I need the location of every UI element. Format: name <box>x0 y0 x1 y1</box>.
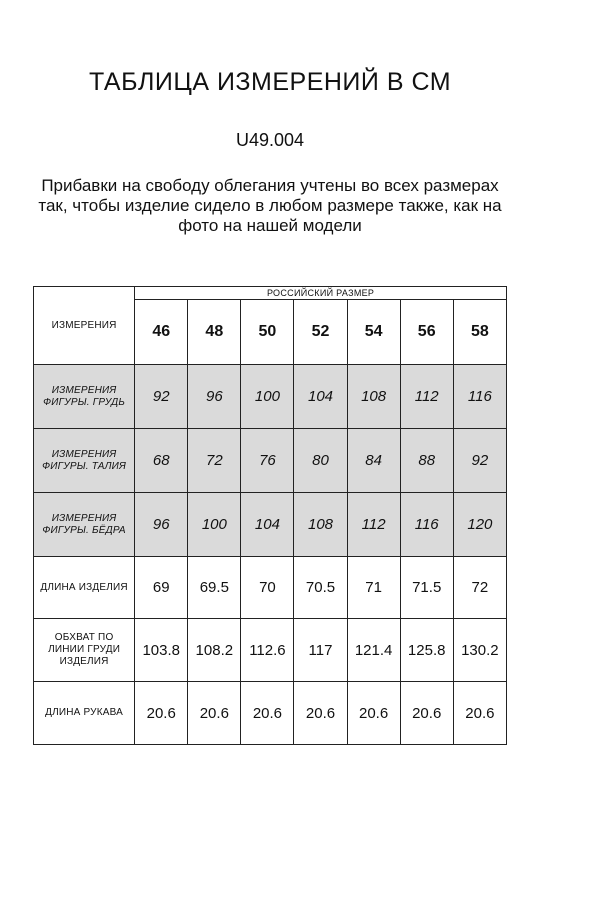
table-cell: 84 <box>347 429 400 493</box>
table-cell: 72 <box>453 557 506 619</box>
table-cell: 80 <box>294 429 347 493</box>
table-cell: 96 <box>135 493 188 557</box>
table-cell: 20.6 <box>400 682 453 745</box>
row-label-line: ИЗМЕРЕНИЯ <box>51 512 117 524</box>
table-cell: 117 <box>294 619 347 682</box>
table-row <box>34 365 507 429</box>
table-row <box>34 557 507 619</box>
table-cell: 112 <box>347 493 400 557</box>
fit-note-line: так, чтобы изделие сидело в любом размере также, как на <box>38 196 502 215</box>
table-cell: 20.6 <box>453 682 506 745</box>
table-cell: 108 <box>294 493 347 557</box>
size-header-cell: 58 <box>453 300 506 365</box>
table-cell: 120 <box>453 493 506 557</box>
row-label-line: ИЗМЕРЕНИЯ <box>51 384 117 396</box>
table-cell: 125.8 <box>400 619 453 682</box>
table-cell: 116 <box>400 493 453 557</box>
table-cell: 20.6 <box>135 682 188 745</box>
row-label-garment-length <box>34 557 135 619</box>
size-header-cell: 56 <box>400 300 453 365</box>
row-label-hips <box>34 493 135 557</box>
fit-note-line: фото на нашей модели <box>178 216 362 235</box>
table-cell: 70 <box>241 557 294 619</box>
table-cell: 121.4 <box>347 619 400 682</box>
table-cell: 104 <box>241 493 294 557</box>
row-label-line: ИЗДЕЛИЯ <box>59 656 109 667</box>
table-row <box>34 619 507 682</box>
table-cell: 88 <box>400 429 453 493</box>
size-header-cell: 54 <box>347 300 400 365</box>
table-cell: 76 <box>241 429 294 493</box>
table-cell: 71.5 <box>400 557 453 619</box>
row-label-garment-chest <box>34 619 135 682</box>
table-cell: 100 <box>188 493 241 557</box>
table-cell: 116 <box>453 365 506 429</box>
russian-size-header: РОССИЙСКИЙ РАЗМЕР <box>135 287 507 300</box>
table-cell: 92 <box>453 429 506 493</box>
table-cell: 96 <box>188 365 241 429</box>
fit-note-line: Прибавки на свободу облегания учтены во всех размерах <box>41 176 499 195</box>
table-row <box>34 493 507 557</box>
row-label-line: ОБХВАТ ПО <box>54 632 114 643</box>
table-cell: 112.6 <box>241 619 294 682</box>
row-label-line: ФИГУРЫ. ТАЛИЯ <box>42 460 127 472</box>
table-cell: 20.6 <box>241 682 294 745</box>
table-cell: 20.6 <box>347 682 400 745</box>
table-cell: 69 <box>135 557 188 619</box>
table-cell: 20.6 <box>188 682 241 745</box>
measurements-header: ИЗМЕРЕНИЯ <box>34 287 135 365</box>
table-cell: 112 <box>400 365 453 429</box>
table-cell: 108.2 <box>188 619 241 682</box>
table-cell: 70.5 <box>294 557 347 619</box>
size-header-cell: 46 <box>135 300 188 365</box>
table-row <box>34 682 507 745</box>
product-sku: U49.004 <box>235 130 305 150</box>
fit-note <box>0 176 540 236</box>
table-cell: 130.2 <box>453 619 506 682</box>
page-title: ТАБЛИЦА ИЗМЕРЕНИЙ В СМ <box>88 68 452 96</box>
size-table <box>33 286 507 745</box>
row-label-line: ДЛИНА ИЗДЕЛИЯ <box>40 581 128 593</box>
table-cell: 100 <box>241 365 294 429</box>
row-label-line: ЛИНИИ ГРУДИ <box>48 644 121 655</box>
size-header-cell: 52 <box>294 300 347 365</box>
row-label-line: ИЗМЕРЕНИЯ <box>51 448 117 460</box>
table-cell: 68 <box>135 429 188 493</box>
row-label-line: ДЛИНА РУКАВА <box>45 707 124 718</box>
table-cell: 72 <box>188 429 241 493</box>
table-cell: 108 <box>347 365 400 429</box>
table-cell: 71 <box>347 557 400 619</box>
row-label-sleeve-length <box>34 682 135 745</box>
table-row <box>34 429 507 493</box>
size-header-cell: 50 <box>241 300 294 365</box>
table-cell: 20.6 <box>294 682 347 745</box>
table-cell: 92 <box>135 365 188 429</box>
table-cell: 104 <box>294 365 347 429</box>
size-header-cell: 48 <box>188 300 241 365</box>
table-cell: 103.8 <box>135 619 188 682</box>
table-cell: 69.5 <box>188 557 241 619</box>
row-label-waist <box>34 429 135 493</box>
row-label-line: ФИГУРЫ. БЁДРА <box>42 524 126 536</box>
row-label-line: ФИГУРЫ. ГРУДЬ <box>43 396 126 408</box>
row-label-chest <box>34 365 135 429</box>
